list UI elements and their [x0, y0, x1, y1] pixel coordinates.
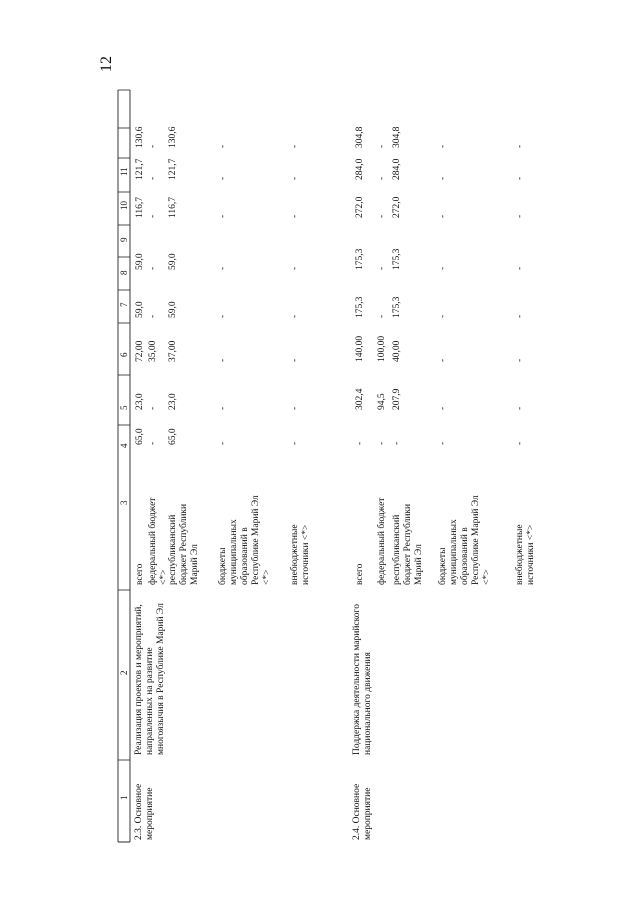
table-cell: [168, 253, 185, 281]
funding-source-text: федеральный бюджет: [377, 497, 387, 585]
table-cell: [377, 266, 387, 281]
column-header-label: 3: [119, 500, 129, 505]
table-cell-text: -: [515, 314, 525, 318]
table-cell: [218, 144, 228, 159]
table-cell-text: -: [377, 266, 387, 270]
table-cell-text: -: [290, 176, 300, 180]
table-cell: [290, 176, 300, 191]
table-cell-text: -: [148, 214, 158, 218]
table-cell: [355, 126, 376, 159]
column-header-label: 4: [119, 443, 129, 448]
table-cell-text: 59,0: [168, 301, 178, 318]
table-cell: [515, 214, 525, 229]
table-cell-text: 304,8: [355, 126, 365, 148]
table-cell-text: -: [218, 358, 228, 362]
table-cell: [392, 196, 413, 229]
column-header: [119, 302, 129, 318]
column-header: [119, 237, 129, 253]
table-cell-text: -: [290, 266, 300, 270]
table-cell: [168, 340, 189, 373]
table-cell: [392, 340, 413, 373]
table-cell: [290, 214, 300, 229]
block-title: [352, 604, 512, 777]
funding-source-text: внебюджетные источники <*>: [515, 524, 536, 585]
column-header: [119, 270, 129, 286]
block-code: [134, 783, 194, 862]
table-cell: [135, 196, 156, 229]
table-cell: [135, 126, 156, 159]
table-cell-text: 284,0: [392, 158, 402, 180]
table-cell-text: -: [218, 176, 228, 180]
table-cell: [392, 126, 413, 159]
table-cell-text: -: [377, 441, 387, 445]
table-cell-text: -: [218, 214, 228, 218]
block-title-text: Реализация проектов и мероприятий, направленных на развитие многоязычия в Республике Марий Эл: [134, 603, 166, 755]
table-cell-text: 35,00: [148, 340, 158, 362]
table-cell: [168, 126, 189, 159]
table-cell: [438, 144, 448, 159]
column-header-label: 8: [119, 270, 129, 275]
column-header: [119, 795, 129, 811]
table-cell: [355, 158, 376, 191]
table-cell-text: 23,0: [168, 393, 178, 410]
table-cell: [290, 358, 300, 373]
table-cell-text: 140,00: [355, 335, 365, 362]
table-cell: [218, 314, 228, 329]
column-header-label: 6: [119, 352, 129, 357]
table-cell: [515, 314, 525, 329]
funding-source-text: бюджеты муниципальных образований в Республике Марий Эл <*>: [438, 495, 492, 585]
table-cell-text: -: [438, 266, 448, 270]
table-cell-text: 175,3: [355, 296, 365, 318]
column-header: [119, 670, 129, 686]
table-cell-text: -: [438, 214, 448, 218]
table-cell-text: -: [218, 406, 228, 410]
table-cell: [377, 214, 387, 229]
table-cell-text: -: [148, 441, 158, 445]
table-cell: [148, 441, 158, 456]
table-cell: [515, 144, 525, 159]
table-cell-text: -: [218, 266, 228, 270]
table-cell-text: -: [438, 176, 448, 180]
table-cell-text: -: [290, 406, 300, 410]
column-header: [119, 405, 129, 421]
table-cell-text: -: [438, 358, 448, 362]
table-cell-text: 175,3: [355, 248, 365, 270]
table-cell: [148, 214, 158, 229]
table-cell: [168, 301, 185, 329]
table-cell: [148, 144, 158, 159]
funding-source-text: республиканский бюджет Республики Марий Эл: [168, 503, 200, 585]
table-cell: [438, 176, 448, 191]
table-cell: [218, 176, 228, 191]
column-header-label: 10: [119, 201, 129, 210]
table-cell: [148, 314, 158, 329]
column-header-label: 9: [119, 237, 129, 242]
table-cell-text: 130,6: [135, 126, 145, 148]
table-cell-text: -: [515, 144, 525, 148]
funding-source-text: всего: [135, 563, 145, 585]
table-cell-text: 130,6: [168, 126, 178, 148]
table-cell-text: -: [377, 144, 387, 148]
table-cell-text: -: [290, 358, 300, 362]
table-cell-text: 302,4: [355, 388, 365, 410]
table-cell: [438, 314, 448, 329]
table-cell: [377, 144, 387, 159]
table-cell-text: -: [515, 406, 525, 410]
table-cell: [135, 158, 156, 191]
block-code-text: 2.4. Основное мероприятие: [352, 783, 373, 840]
funding-source-text: всего: [355, 563, 365, 585]
table-cell-text: -: [355, 441, 365, 445]
table-cell-text: 304,8: [392, 126, 402, 148]
table-cell: [377, 176, 387, 191]
table-cell-text: -: [515, 214, 525, 218]
table-cell-text: 284,0: [355, 158, 365, 180]
column-header: [119, 201, 129, 221]
table-cell-text: -: [290, 314, 300, 318]
table-cell-text: 175,3: [392, 296, 402, 318]
column-header-label: 5: [119, 405, 129, 410]
block-title-text: Поддержка деятельности марийского национального движения: [352, 604, 373, 755]
table-cell-text: -: [218, 144, 228, 148]
table-cell: [377, 441, 387, 456]
table-cell-text: -: [438, 406, 448, 410]
table-cell: [355, 441, 365, 456]
table-cell-text: 72,00: [135, 340, 145, 362]
table-cell: [392, 248, 413, 281]
table-cell-text: -: [290, 214, 300, 218]
table-cell-text: -: [392, 441, 402, 445]
table-cell: [377, 314, 387, 329]
block-code: [352, 783, 412, 862]
table-cell: [290, 441, 300, 456]
table-cell-text: -: [438, 144, 448, 148]
table-cell: [392, 296, 413, 329]
table-cell-text: -: [438, 314, 448, 318]
table-cell-text: 37,00: [168, 340, 178, 362]
table-cell: [168, 196, 189, 229]
table-cell: [438, 214, 448, 229]
column-header: [119, 352, 129, 368]
table-cell-text: 59,0: [135, 301, 145, 318]
table-cell: [218, 406, 228, 421]
table-cell: [515, 266, 525, 281]
table-cell: [515, 441, 525, 456]
table-cell-text: 272,0: [355, 196, 365, 218]
table-cell-text: 23,0: [135, 393, 145, 410]
table-cell-text: 175,3: [392, 248, 402, 270]
table-cell: [218, 266, 228, 281]
table-cell: [148, 176, 158, 191]
table-cell-text: 94,5: [377, 393, 387, 410]
column-header-label: 7: [119, 302, 129, 307]
column-header-label: 1: [119, 795, 129, 800]
table-cell: [515, 406, 525, 421]
table-cell-text: 40,00: [392, 340, 402, 362]
table-cell: [392, 388, 413, 421]
table-cell: [290, 266, 300, 281]
table-cell: [355, 296, 376, 329]
table-cell: [168, 393, 185, 421]
funding-source: [515, 524, 615, 607]
table-cell-text: 121,7: [168, 158, 178, 180]
table-cell: [392, 441, 402, 456]
page-number: 12: [98, 56, 115, 72]
table-cell-text: 59,0: [168, 253, 178, 270]
table-cell: [168, 428, 185, 456]
column-header: [119, 500, 129, 516]
table-cell-text: -: [148, 144, 158, 148]
table-cell-text: -: [515, 441, 525, 445]
table-cell-text: -: [515, 176, 525, 180]
table-cell: [218, 441, 228, 456]
table-cell-text: -: [218, 441, 228, 445]
funding-source-text: республиканский бюджет Республики Марий Эл: [392, 503, 424, 585]
table-cell-text: 207,9: [392, 388, 402, 410]
table-cell-text: 121,7: [135, 158, 145, 180]
table-cell-text: 116,7: [135, 196, 145, 218]
table-cell: [515, 358, 525, 373]
table-cell-text: 65,0: [135, 428, 145, 445]
table-cell: [290, 406, 300, 421]
table-cell: [438, 358, 448, 373]
table-cell-text: -: [515, 266, 525, 270]
table-cell-text: -: [218, 314, 228, 318]
table-cell: [218, 214, 228, 229]
table-cell-text: 272,0: [392, 196, 402, 218]
block-code-text: 2.3. Основное мероприятие: [134, 783, 155, 840]
table-cell: [148, 266, 158, 281]
table-cell-text: -: [148, 176, 158, 180]
table-cell: [218, 358, 228, 373]
funding-source-text: федеральный бюджет <*>: [148, 497, 169, 585]
table-cell-text: -: [290, 144, 300, 148]
table-cell-text: 65,0: [168, 428, 178, 445]
table-cell-text: -: [290, 441, 300, 445]
column-header-label: 11: [119, 167, 129, 176]
table-cell: [438, 441, 448, 456]
column-header: [119, 167, 129, 187]
table-cell: [438, 406, 448, 421]
table-cell: [355, 196, 376, 229]
table-cell: [438, 266, 448, 281]
table-cell-text: -: [148, 406, 158, 410]
block-title: [134, 603, 294, 788]
table-cell: [392, 158, 413, 191]
table-cell-text: 116,7: [168, 196, 178, 218]
table-cell-text: -: [515, 358, 525, 362]
table-cell: [290, 314, 300, 329]
column-header-label: 2: [119, 670, 129, 675]
table-cell: [515, 176, 525, 191]
table-cell-text: -: [148, 314, 158, 318]
table-cell-text: -: [148, 266, 158, 270]
funding-source-text: бюджеты муниципальных образований в Республике Марий Эл <*>: [218, 495, 272, 585]
table-cell: [168, 158, 189, 191]
table-cell-text: -: [438, 441, 448, 445]
table-cell-text: -: [377, 214, 387, 218]
table-cell: [148, 406, 158, 421]
column-header: [119, 443, 129, 459]
table-cell-text: -: [377, 314, 387, 318]
table-cell: [148, 340, 169, 373]
funding-source-text: внебюджетные источники <*>: [290, 524, 311, 585]
table-cell-text: -: [377, 176, 387, 180]
table-cell-text: 100,00: [377, 335, 387, 362]
table-cell: [355, 388, 376, 421]
table-cell: [355, 248, 376, 281]
table-cell-text: 59,0: [135, 253, 145, 270]
table-cell: [290, 144, 300, 159]
